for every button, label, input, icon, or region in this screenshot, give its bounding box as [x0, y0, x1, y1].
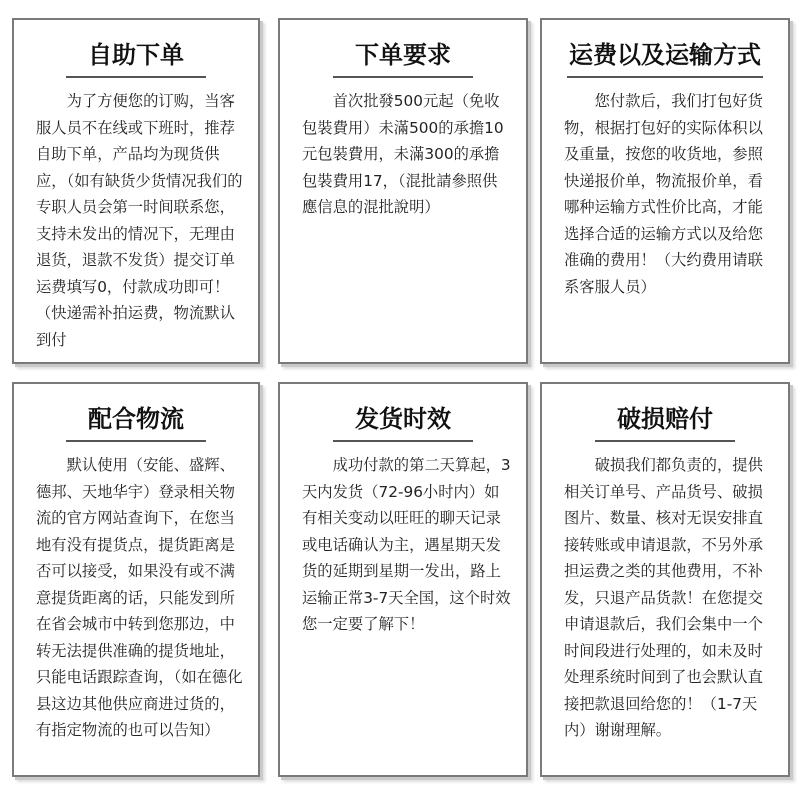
card-title: 发货时效	[333, 404, 473, 442]
card-body: 为了方便您的订购，当客服人员不在线或下班时，推荐自助下单，产品均为现货供应，（如有缺货少货情况我们的专职人员会第一时间联系您，支持未发出的情况下，无理由退货，退款不发货）提交订单运费填写0，付款成功即可！（快递需补拍运费，物流默认到付	[36, 92, 243, 349]
shipping-cost-card	[540, 18, 790, 364]
delivery-time-card	[278, 382, 528, 777]
card-body: 默认使用（安能、盛辉、德邦、天地华宇）登录相关物流的官方网站查询下，在您当地有没有提货点，提货距离是否可以接受，如果没有或不满意提货距离的话，只能发到所在省会城市中转到您那边，中转无法提供准确的提货地址，只能电话跟踪查询，（如在德化县这边其他供应商进过货的，有指定物流的也可以告知）	[36, 456, 243, 739]
card-title: 破损赔付	[595, 404, 735, 442]
damage-compensation-card	[540, 382, 790, 777]
card-title: 下单要求	[333, 40, 473, 78]
order-self-service-card	[12, 18, 260, 364]
card-body: 成功付款的第二天算起，3天内发货（72-96小时内）如有相关变动以旺旺的聊天记录或电话确认为主，遇星期天发货的延期到星期一发出，路上运输正常3-7天全国，这个时效您一定要了解下！	[302, 456, 511, 633]
card-body: 您付款后，我们打包好货物，根据打包好的实际体积以及重量，按您的收货地，参照快递报价单，物流报价单，看哪种运输方式性价比高，才能选择合适的运输方式以及给您准确的费用！（大约费用请联系客服人员）	[564, 92, 763, 296]
card-body: 破损我们都负责的，提供相关订单号、产品货号、破损图片、数量、核对无误安排直接转账或申请退款，不另外承担运费之类的其他费用，不补发，只退产品货款！在您提交申请退款后，我们会集中一个时间段进行处理的，如未及时处理系统时间到了也会默认直接把款退回给您的！（1-7天内）谢谢理解。	[564, 456, 763, 739]
card-title: 运费以及运输方式	[567, 40, 763, 78]
order-requirements-card	[278, 18, 528, 364]
card-title: 自助下单	[66, 40, 206, 78]
card-title: 配合物流	[66, 404, 206, 442]
card-body: 首次批發500元起（免收包裝費用）未滿500的承擔10元包裝費用，未滿300的承擔包裝費用17，（混批請參照供應信息的混批說明）	[302, 92, 504, 216]
logistics-card	[12, 382, 260, 777]
